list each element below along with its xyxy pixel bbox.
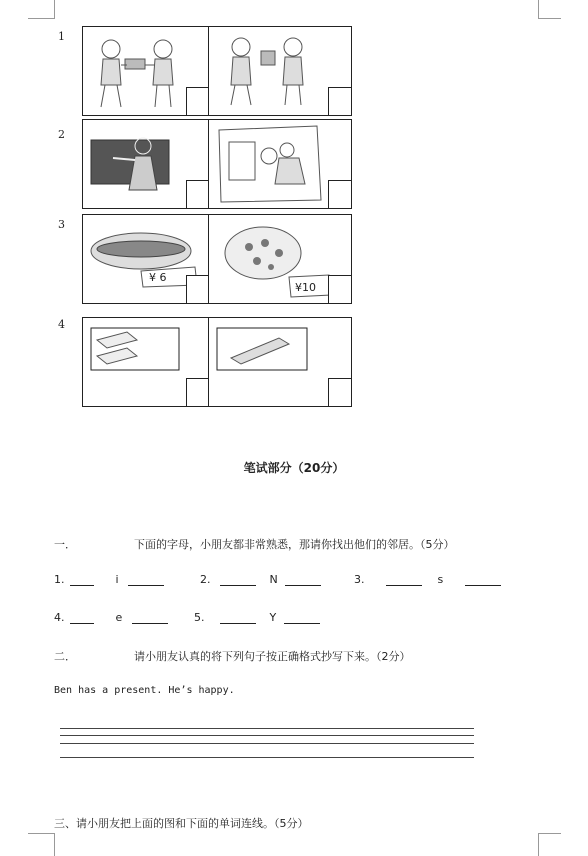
picture-pizza: [208, 214, 352, 304]
given-letter: e: [115, 611, 123, 624]
page-corner-mark: [538, 0, 561, 19]
writing-line[interactable]: [60, 743, 474, 744]
picture-exchange-gift: [82, 26, 210, 116]
item-number: 1.: [54, 573, 65, 586]
answer-box[interactable]: [186, 87, 209, 115]
letter-item: [54, 573, 164, 586]
answer-blank[interactable]: [284, 612, 320, 624]
given-letter: Y: [269, 611, 277, 624]
answer-box[interactable]: [328, 275, 351, 303]
given-letter: s: [437, 573, 444, 586]
question-1-text: 下面的字母，小朋友都非常熟悉，那请你找出他们的邻居。（5分）: [134, 538, 455, 551]
given-letter: N: [269, 573, 278, 586]
writing-line[interactable]: [60, 735, 474, 736]
page-corner-mark: [28, 833, 55, 856]
picture-teacher: [82, 119, 210, 209]
picture-ruler: [208, 317, 352, 407]
picture-hotdog: [82, 214, 210, 304]
question-2-text: 请小朋友认真的将下列句子按正确格式抄写下来。（2分）: [134, 650, 411, 663]
answer-blank[interactable]: [220, 612, 256, 624]
question-2-label: 二．: [54, 650, 76, 663]
pizza-price-label: ¥10: [295, 281, 316, 294]
answer-box[interactable]: [186, 275, 209, 303]
section-title: 笔试部分（20分）: [243, 461, 345, 475]
copy-sentence: Ben has a present. He’s happy.: [54, 685, 235, 696]
letter-item: [354, 573, 501, 586]
writing-line[interactable]: [60, 728, 474, 729]
answer-blank[interactable]: [386, 574, 422, 586]
answer-box[interactable]: [328, 378, 351, 406]
answer-box[interactable]: [186, 180, 209, 208]
answer-blank[interactable]: [220, 574, 256, 586]
item-number: 5.: [194, 611, 205, 624]
answer-box[interactable]: [186, 378, 209, 406]
answer-blank[interactable]: [285, 574, 321, 586]
item-number: 3.: [354, 573, 365, 586]
given-letter: i: [115, 573, 119, 586]
picture-eraser: [82, 317, 210, 407]
answer-blank[interactable]: [70, 612, 94, 624]
picture-exchange-gift: [208, 26, 352, 116]
answer-blank[interactable]: [70, 574, 94, 586]
item-number: 4: [58, 318, 65, 331]
question-1-label: 一．: [54, 538, 76, 551]
picture-bus-driver: [208, 119, 352, 209]
answer-box[interactable]: [328, 87, 351, 115]
hotdog-price-label: ¥ 6: [149, 271, 167, 284]
answer-blank[interactable]: [132, 612, 168, 624]
item-number: 2.: [200, 573, 211, 586]
letter-item: [200, 573, 321, 586]
question-3-text: 三、请小朋友把上面的图和下面的单词连线。（5分）: [54, 817, 309, 830]
page-corner-mark: [538, 833, 561, 856]
answer-blank[interactable]: [128, 574, 164, 586]
letter-item: [194, 611, 320, 624]
answer-blank[interactable]: [465, 574, 501, 586]
item-number: 4.: [54, 611, 65, 624]
writing-line[interactable]: [60, 757, 474, 758]
letter-item: [54, 611, 168, 624]
answer-box[interactable]: [328, 180, 351, 208]
item-number: 1: [58, 30, 65, 43]
item-number: 2: [58, 128, 65, 141]
item-number: 3: [58, 218, 65, 231]
page-corner-mark: [28, 0, 55, 19]
